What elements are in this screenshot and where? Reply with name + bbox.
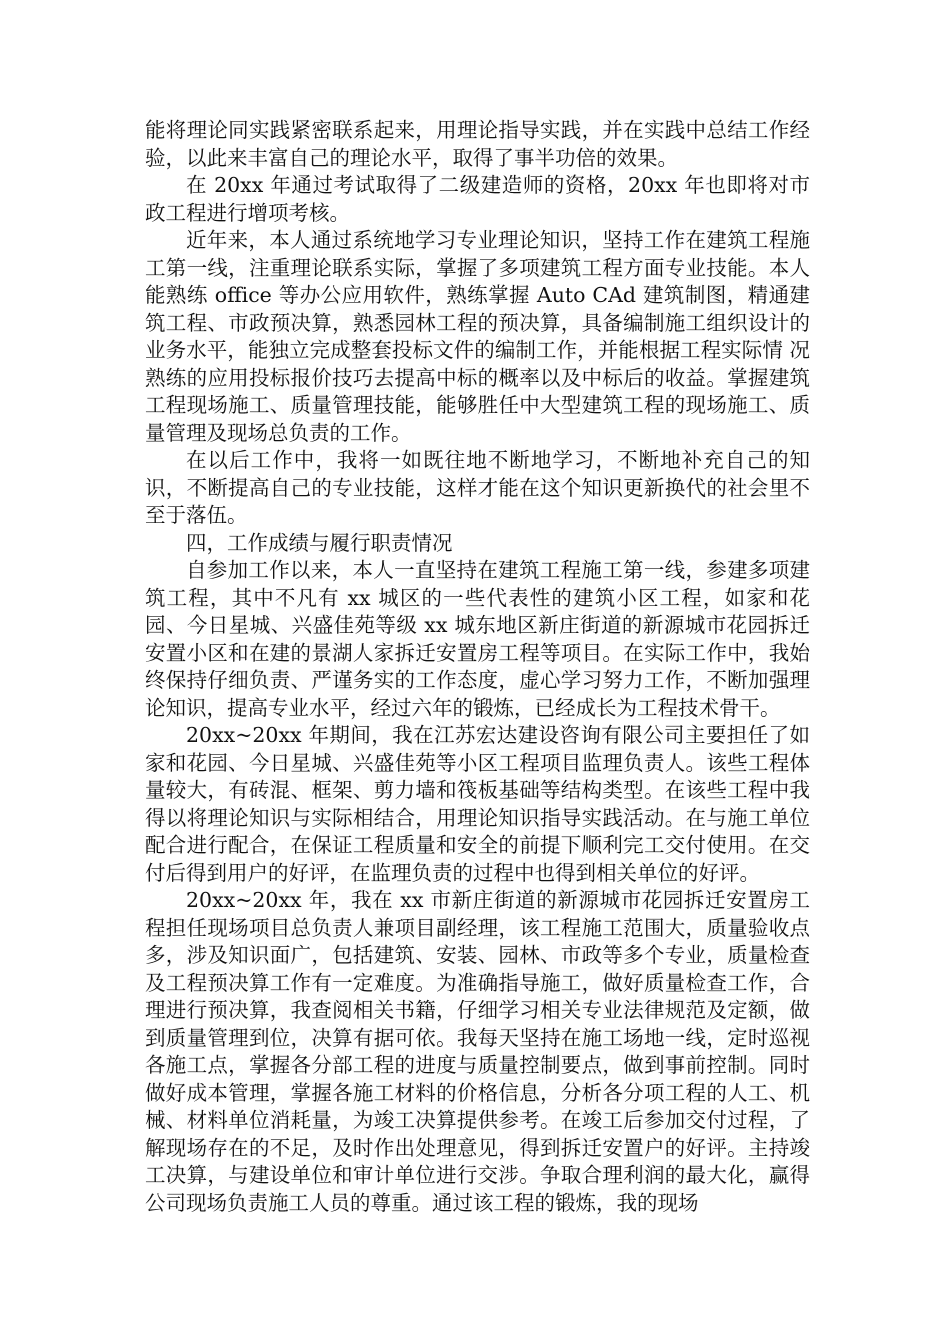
paragraph-qualification: 在 20xx 年通过考试取得了二级建造师的资格，20xx 年也即将对市政工程进行增项考核。 <box>145 173 810 225</box>
paragraph-work-history: 自参加工作以来，本人一直坚持在建筑工程施工第一线，参建多项建筑工程，其中不凡有 xx 城区的一些代表性的建筑小区工程，如家和花园、今日星城、兴盛佳苑等级 xx 城东地区新庄街道的新源城市花园拆迁安置小区和在建的景湖人家拆迁安置房工程等项目。在实际工作中，我始终保持仔细负责、严谨务实的工作态度，虚心学习努力工作，不断加强理论知识，提高专业水平，经过六年的锻炼，已经成长为工程技术骨干。 <box>145 558 810 720</box>
paragraph-continuous-learning: 在以后工作中，我将一如既往地不断地学习，不断地补充自己的知识，不断提高自己的专业技能，这样才能在这个知识更新换代的社会里不至于落伍。 <box>145 448 810 527</box>
paragraph-project-manager-role: 20xx~20xx 年，我在 xx 市新庄街道的新源城市花园拆迁安置房工程担任现场项目总负责人兼项目副经理，该工程施工范围大，质量验收点多，涉及知识面广，包括建筑、安装、园林、市政等多个专业，质量检查及工程预决算工作有一定难度。为准确指导施工，做好质量检查工作，合理进行预决算，我查阅相关书籍，仔细学习相关专业法律规范及定额，做到质量管理到位，决算有据可依。我每天坚持在施工场地一线，定时巡视各施工点，掌握各分部工程的进度与质量控制要点，做到事前控制。同时做好成本管理，掌握各施工材料的价格信息，分析各分项工程的人工、机械、材料单位消耗量，为竣工决算提供参考。在竣工后参加交付过程，了解现场存在的不足，及时作出处理意见，得到拆迁安置户的好评。主持竣工决算，与建设单位和审计单位进行交涉。争取合理利润的最大化，赢得公司现场负责施工人员的尊重。通过该工程的锻炼，我的现场 <box>145 888 810 1215</box>
section-heading-achievements: 四，工作成绩与履行职责情况 <box>186 530 453 555</box>
document-body <box>145 117 810 1217</box>
paragraph-supervision-role: 20xx~20xx 年期间，我在江苏宏达建设咨询有限公司主要担任了如家和花园、今日星城、兴盛佳苑等小区工程项目监理负责人。该些工程体量较大，有砖混、框架、剪力墙和筏板基础等结构类型。在该些工程中我得以将理论知识与实际相结合，用理论知识指导实践活动。在与施工单位配合进行配合，在保证工程质量和安全的前提下顺利完工交付使用。在交付后得到用户的好评，在监理负责的过程中也得到相关单位的好评。 <box>145 723 810 885</box>
paragraph-theory-practice: 能将理论同实践紧密联系起来，用理论指导实践，并在实践中总结工作经验，以此来丰富自己的理论水平，取得了事半功倍的效果。 <box>145 118 810 170</box>
paragraph-professional-skills: 近年来，本人通过系统地学习专业理论知识，坚持工作在建筑工程施工第一线，注重理论联系实际，掌握了多项建筑工程方面专业技能。本人能熟练 office 等办公应用软件，熟练掌握 Auto CAd 建筑制图，精通建筑工程、市政预决算，熟悉园林工程的预决算，具备编制施工组织设计的业务水平，能独立完成整套投标文件的编制工作，并能根据工程实际情 况熟练的应用投标报价技巧去提高中标的概率以及中标后的收益。掌握建筑工程现场施工、质量管理技能，能够胜任中大型建筑工程的现场施工、质量管理及现场总负责的工作。 <box>145 228 810 445</box>
